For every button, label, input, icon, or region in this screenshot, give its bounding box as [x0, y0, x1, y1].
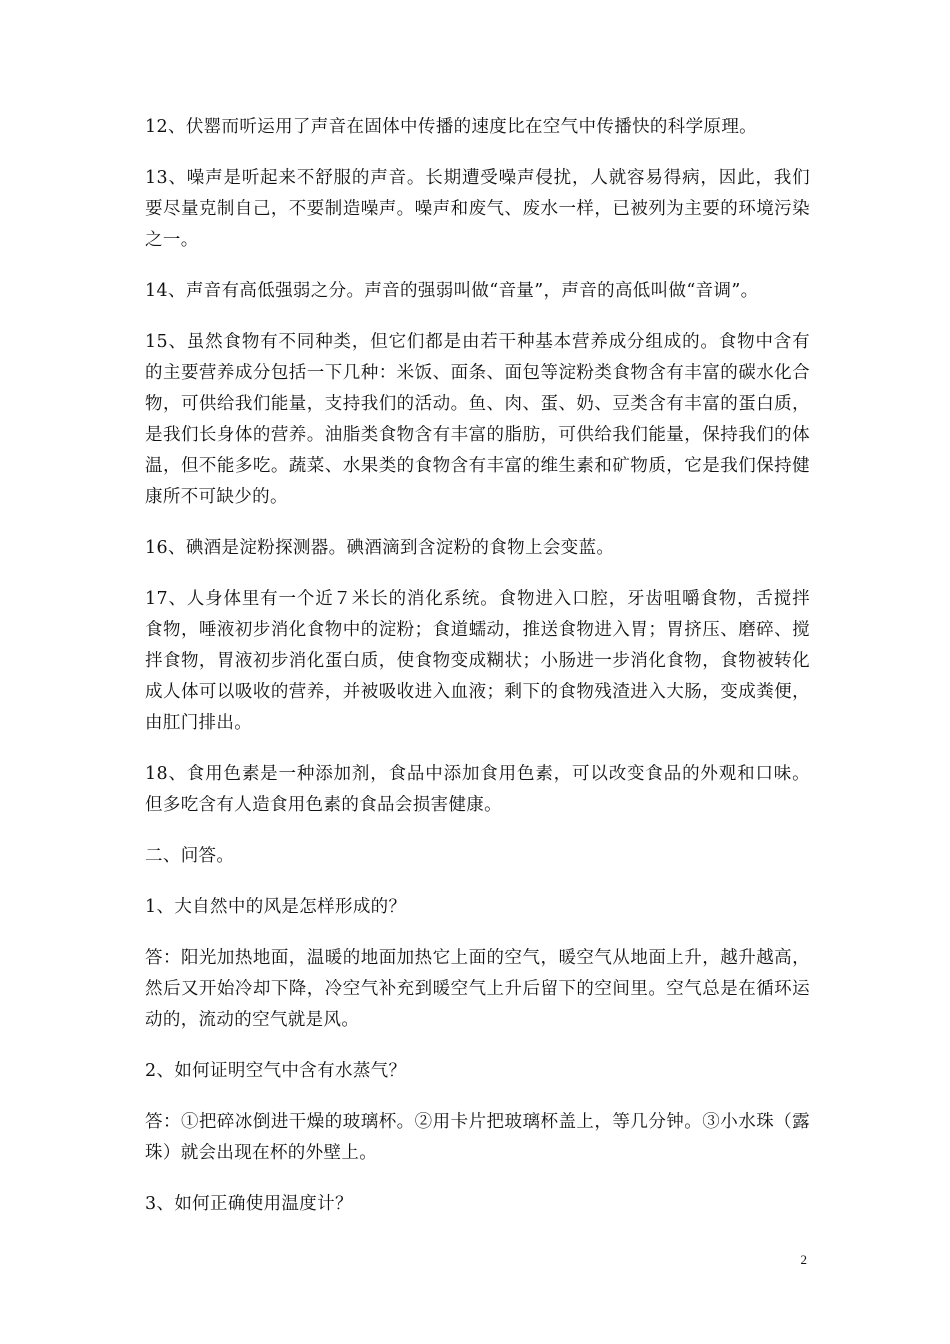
answer-1: 答：阳光加热地面，温暖的地面加热它上面的空气，暖空气从地面上升，越升越高，然后又开始冷却下降，冷空气补充到暖空气上升后留下的空间里。空气总是在循环运动的，流动的空气就是风。 [145, 948, 810, 1030]
paragraph-item-16: 16、碘酒是淀粉探测器。碘酒滴到含淀粉的食物上会变蓝。 [145, 538, 615, 558]
paragraph-item-15: 15、虽然食物有不同种类，但它们都是由若干种基本营养成分组成的。食物中含有的主要营养成分包括一下几种：米饭、面条、面包等淀粉类食物含有丰富的碳水化合物，可供给我们能量，支持我们的活动。鱼、肉、蛋、奶、豆类含有丰富的蛋白质，是我们长身体的营养。油脂类食物含有丰富的脂肪，可供给我们能量，保持我们的体温，但不能多吃。蔬菜、水果类的食物含有丰富的维生素和矿物质，它是我们保持健康所不可缺少的。 [145, 332, 810, 507]
paragraph-item-13: 13、噪声是听起来不舒服的声音。长期遭受噪声侵扰，人就容易得病，因此，我们要尽量克制自己，不要制造噪声。噪声和废气、废水一样，已被列为主要的环境污染之一。 [145, 168, 810, 250]
section-heading-qa: 二、问答。 [145, 846, 235, 866]
paragraph-item-18: 18、食用色素是一种添加剂，食品中添加食用色素，可以改变食品的外观和口味。但多吃含有人造食用色素的食品会损害健康。 [145, 764, 810, 815]
paragraph-item-12: 12、伏罂而听运用了声音在固体中传播的速度比在空气中传播快的科学原理。 [145, 117, 758, 137]
question-1: 1、大自然中的风是怎样形成的？ [145, 897, 407, 917]
question-3: 3、如何正确使用温度计？ [145, 1194, 353, 1214]
page-body [145, 112, 810, 1240]
paragraph-item-17: 17、人身体里有一个近７米长的消化系统。食物进入口腔，牙齿咀嚼食物，舌搅拌食物，唾液初步消化食物中的淀粉；食道蠕动，推送食物进入胃；胃挤压、磨碎、搅拌食物，胃液初步消化蛋白质，使食物变成糊状；小肠进一步消化食物，食物被转化成人体可以吸收的营养，并被吸收进入血液；剩下的食物残渣进入大肠，变成粪便，由肛门排出。 [145, 589, 810, 733]
question-2: 2、如何证明空气中含有水蒸气？ [145, 1061, 407, 1081]
page-number: 2 [800, 1252, 807, 1267]
answer-2: 答：①把碎冰倒进干燥的玻璃杯。②用卡片把玻璃杯盖上，等几分钟。③小水珠（露珠）就会出现在杯的外壁上。 [145, 1112, 810, 1163]
paragraph-item-14: 14、声音有高低强弱之分。声音的强弱叫做“音量”，声音的高低叫做“音调”。 [145, 281, 759, 301]
